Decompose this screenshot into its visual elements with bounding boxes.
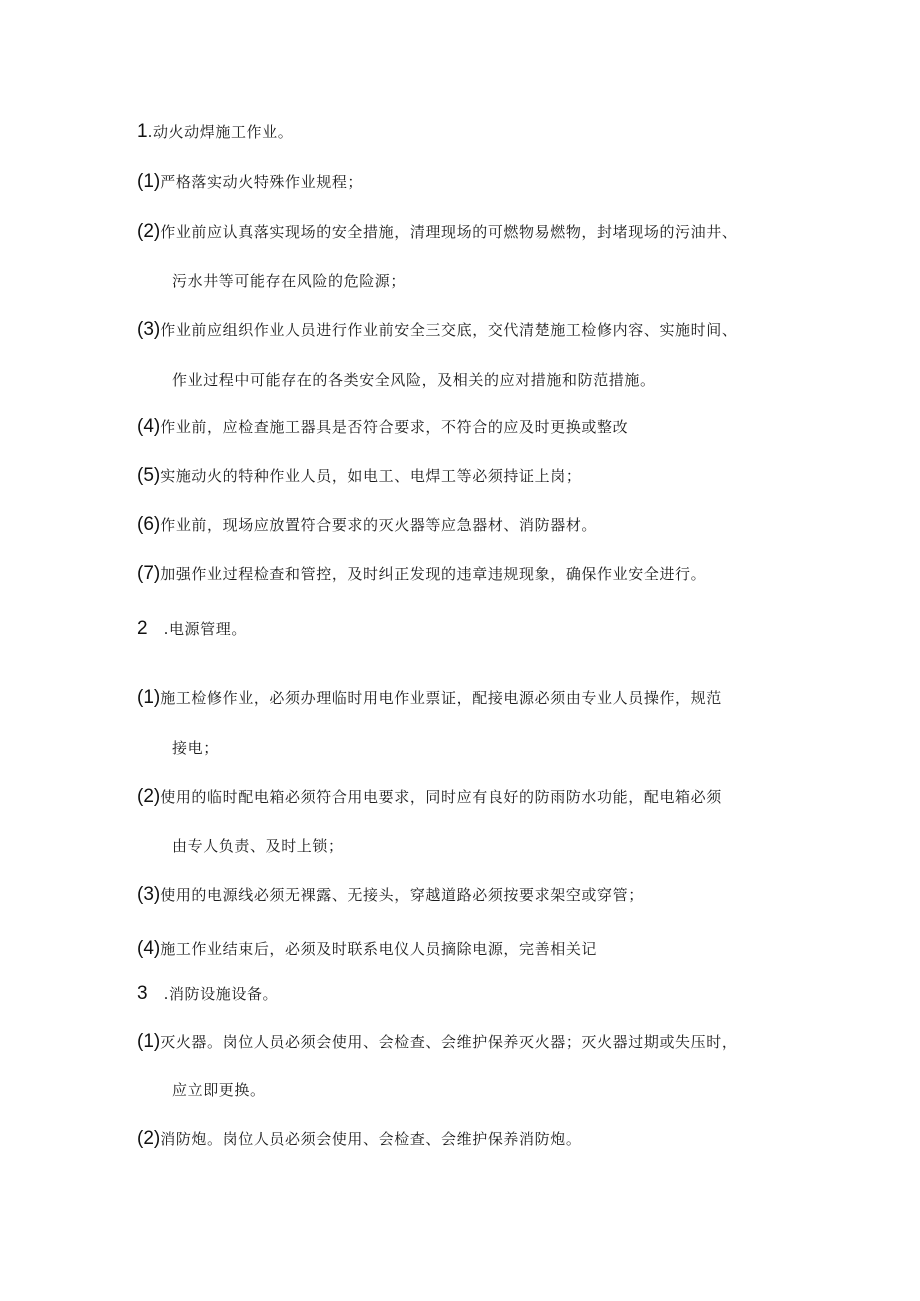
item-text: 作业前，应检查施工器具是否符合要求，不符合的应及时更换或整改 — [160, 418, 629, 436]
section-1-title: .动火动焊施工作业。 — [147, 123, 294, 141]
section-1-item-1 — [137, 171, 363, 193]
item-label: (4) — [137, 416, 161, 437]
section-2-item-1 — [137, 687, 722, 709]
item-text: 加强作业过程检查和管控，及时纠正发现的违章违规现象，确保作业安全进行。 — [160, 565, 707, 583]
item-text: 严格落实动火特殊作业规程； — [160, 173, 364, 191]
section-1-item-6 — [137, 514, 597, 536]
item-text: 消防炮。岗位人员必须会使用、会检查、会维护保养消防炮。 — [160, 1130, 582, 1148]
section-3-item-2 — [137, 1128, 581, 1150]
section-2-heading — [137, 618, 247, 640]
section-1-item-3 — [137, 319, 737, 341]
section-3-heading — [137, 983, 278, 1005]
section-3-item-1-continuation: 应立即更换。 — [172, 1081, 266, 1099]
section-1-number: 1 — [137, 121, 148, 142]
item-text: 使用的临时配电箱必须符合用电要求，同时应有良好的防雨防水功能，配电箱必须 — [160, 788, 722, 806]
item-label: (7) — [137, 563, 161, 584]
item-label: (4) — [137, 938, 161, 959]
section-1-item-2-continuation: 污水井等可能存在风险的危险源； — [172, 272, 407, 290]
item-text: 施工作业结束后，必须及时联系电仪人员摘除电源，完善相关记 — [160, 940, 598, 958]
item-label: (2) — [137, 786, 161, 807]
section-1-item-5 — [137, 465, 581, 487]
item-text: 灭火器。岗位人员必须会使用、会检查、会维护保养灭火器；灭火器过期或失压时， — [160, 1033, 738, 1051]
section-2-number: 2 — [137, 618, 148, 639]
item-label: (1) — [137, 687, 161, 708]
section-2-item-4 — [137, 938, 597, 960]
item-text: 施工检修作业，必须办理临时用电作业票证，配接电源必须由专业人员操作，规范 — [160, 689, 722, 707]
item-text: 使用的电源线必须无裸露、无接头，穿越道路必须按要求架空或穿管； — [160, 886, 644, 904]
item-label: (2) — [137, 1128, 161, 1149]
item-text: 作业前，现场应放置符合要求的灭火器等应急器材、消防器材。 — [160, 516, 598, 534]
section-2-item-3 — [137, 884, 644, 906]
item-label: (3) — [137, 884, 161, 905]
item-text: 作业前应认真落实现场的安全措施，清理现场的可燃物易燃物，封堵现场的污油井、 — [160, 223, 738, 241]
item-label: (2) — [137, 221, 161, 242]
section-2-item-2 — [137, 786, 722, 808]
section-1-item-4 — [137, 416, 628, 438]
item-text: 实施动火的特种作业人员，如电工、电焊工等必须持证上岗； — [160, 467, 582, 485]
section-3-number: 3 — [137, 983, 148, 1004]
section-1-item-7 — [137, 563, 706, 585]
item-text: 作业前应组织作业人员进行作业前安全三交底，交代清楚施工检修内容、实施时间、 — [160, 321, 738, 339]
section-3-title: .消防设施设备。 — [163, 985, 279, 1003]
section-2-item-2-continuation: 由专人负责、及时上锁； — [172, 837, 344, 855]
section-1-item-2 — [137, 221, 737, 243]
section-1-heading — [137, 121, 293, 143]
section-2-title: .电源管理。 — [163, 620, 247, 638]
item-label: (1) — [137, 1031, 161, 1052]
section-3-item-1 — [137, 1031, 737, 1053]
section-1-item-3-continuation: 作业过程中可能存在的各类安全风险，及相关的应对措施和防范措施。 — [172, 371, 656, 389]
item-label: (3) — [137, 319, 161, 340]
item-label: (1) — [137, 171, 161, 192]
section-2-item-1-continuation: 接电； — [172, 739, 219, 757]
item-label: (5) — [137, 465, 161, 486]
item-label: (6) — [137, 514, 161, 535]
